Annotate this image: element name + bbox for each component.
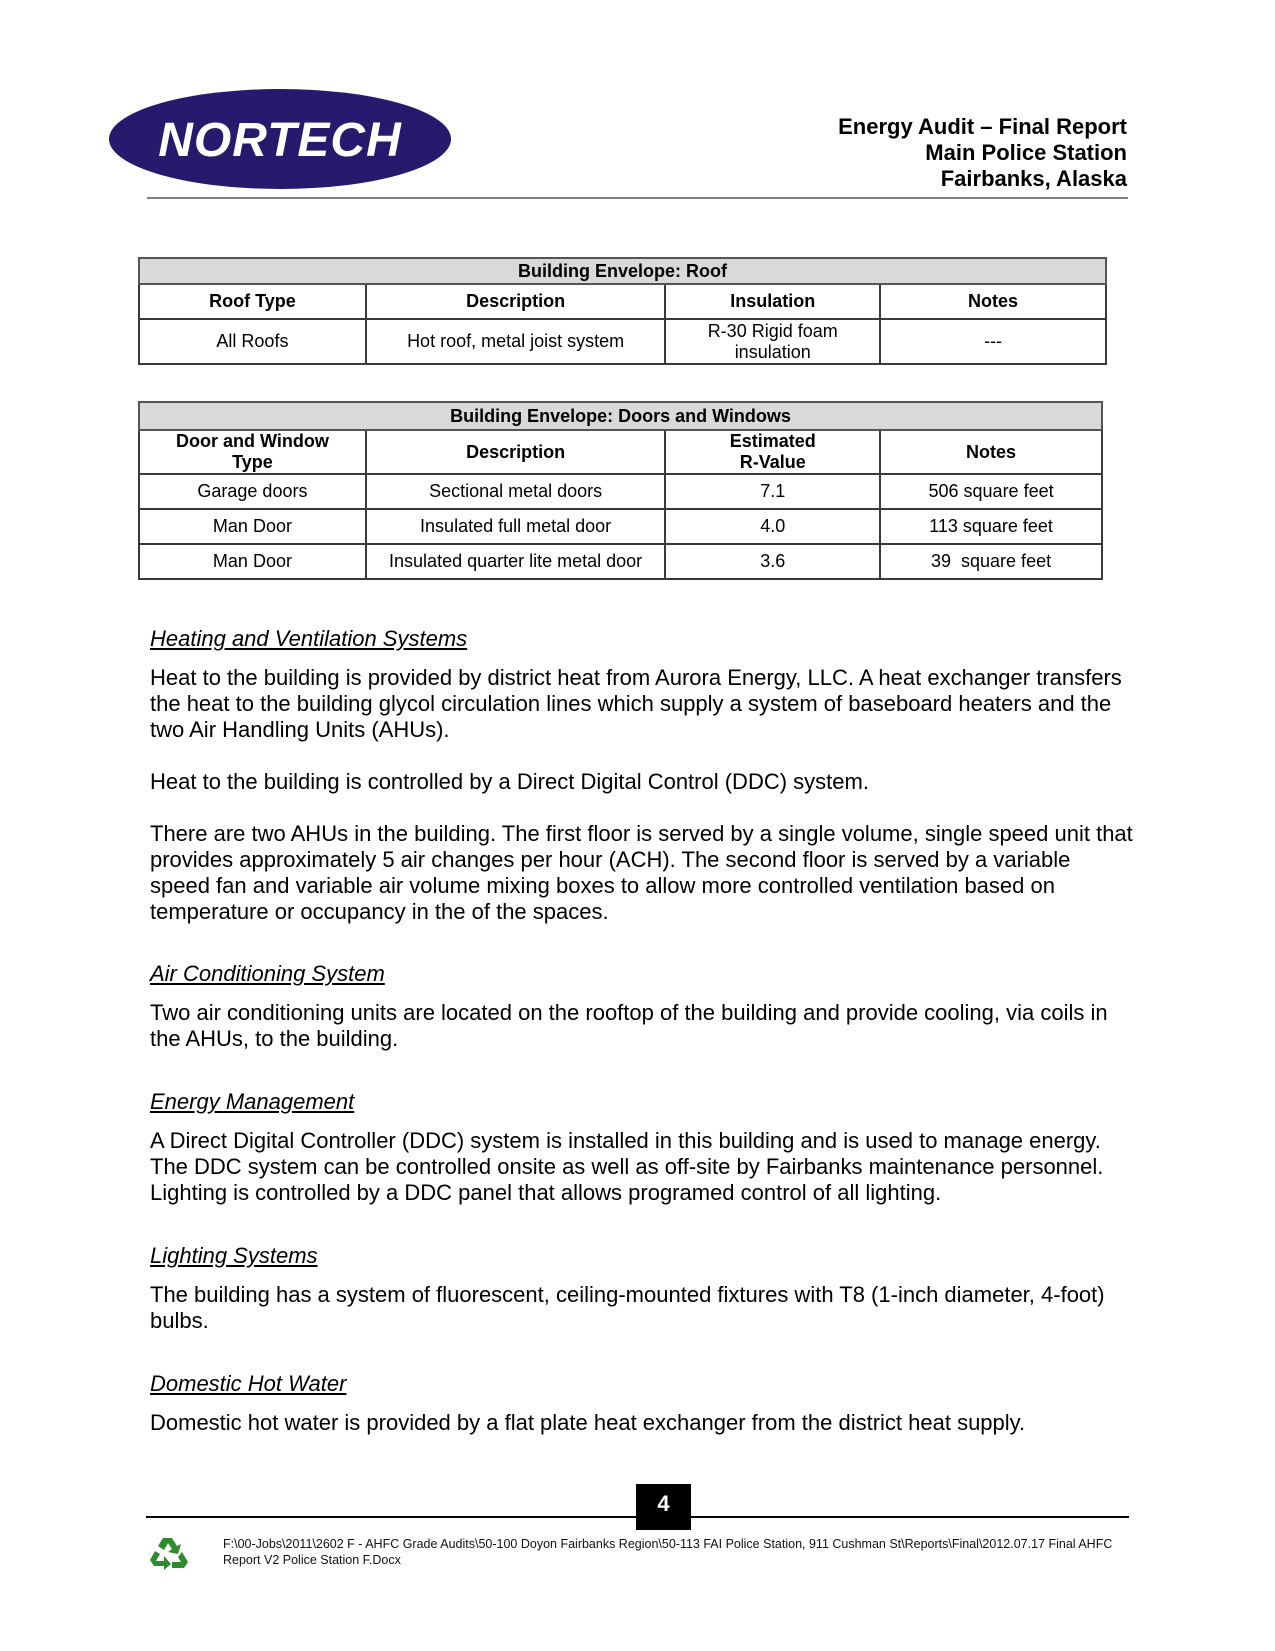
- section-energy-management: [150, 1089, 1135, 1206]
- section-heading: Heating and Ventilation Systems: [150, 626, 468, 651]
- title-line-location: Fairbanks, Alaska: [940, 166, 1127, 191]
- title-line-report: Energy Audit – Final Report: [838, 114, 1127, 139]
- report-body: [150, 626, 1135, 1462]
- roof-col-type: Roof Type: [139, 284, 366, 319]
- section-heading: Lighting Systems: [150, 1243, 318, 1268]
- section-heading: Domestic Hot Water: [150, 1371, 347, 1396]
- document-title: [838, 114, 1127, 192]
- doors-table-title: Building Envelope: Doors and Windows: [139, 402, 1102, 430]
- paragraph: There are two AHUs in the building. The first floor is served by a single volume, single speed unit that provides approximately 5 air changes per hour (ACH). The second floor is served by a variable speed fan and variable air volume mixing boxes to allow more controlled ventilation based on temperature or occupancy in the of the spaces.: [150, 821, 1133, 924]
- roof-col-insulation: Insulation: [665, 284, 880, 319]
- nortech-logo: [108, 88, 453, 191]
- section-domestic-hot-water: [150, 1371, 1135, 1436]
- roof-col-notes: Notes: [880, 284, 1106, 319]
- section-lighting: [150, 1243, 1135, 1334]
- doors-cell-type: Man Door: [139, 544, 366, 579]
- doors-col-rvalue: Estimated R-Value: [665, 430, 880, 474]
- doors-windows-table: [138, 401, 1103, 580]
- paragraph: Two air conditioning units are located on the rooftop of the building and provide cooling, via coils in the AHUs, to the building.: [150, 1000, 1108, 1051]
- doors-cell-notes: 39 square feet: [880, 544, 1102, 579]
- doors-cell-notes: 113 square feet: [880, 509, 1102, 544]
- table-row: [139, 474, 1102, 509]
- doors-cell-description: Insulated quarter lite metal door: [366, 544, 665, 579]
- doors-col-type: Door and Window Type: [139, 430, 366, 474]
- section-heading: Air Conditioning System: [150, 961, 385, 986]
- file-path: F:\00-Jobs\2011\2602 F - AHFC Grade Audits\50-100 Doyon Fairbanks Region\50-113 FAI Police Station, 911 Cushman St\Reports\Final\2012.07.17 Final AHFC Report V2 Police Station F.Docx: [223, 1537, 1113, 1567]
- logo-text: NORTECH: [158, 114, 402, 167]
- logo-icon: [108, 88, 453, 191]
- doors-cell-description: Sectional metal doors: [366, 474, 665, 509]
- paragraph: The building has a system of fluorescent, ceiling-mounted fixtures with T8 (1-inch diameter, 4-foot) bulbs.: [150, 1282, 1105, 1333]
- roof-cell-notes: ---: [880, 319, 1106, 364]
- doors-cell-rvalue: 4.0: [665, 509, 880, 544]
- section-heading: Energy Management: [150, 1089, 355, 1114]
- table-row: [139, 319, 1106, 364]
- roof-col-description: Description: [366, 284, 665, 319]
- table-row: [139, 544, 1102, 579]
- doors-col-description: Description: [366, 430, 665, 474]
- roof-table: [138, 257, 1107, 365]
- paragraph: A Direct Digital Controller (DDC) system is installed in this building and is used to manage energy. The DDC system can be controlled onsite as well as off-site by Fairbanks maintenance personnel. Lighting is controlled by a DDC panel that allows programed control of all lighting.: [150, 1128, 1104, 1205]
- page-number: 4: [636, 1484, 691, 1530]
- roof-cell-description: Hot roof, metal joist system: [366, 319, 665, 364]
- doors-cell-description: Insulated full metal door: [366, 509, 665, 544]
- header-divider: [147, 197, 1128, 199]
- doors-cell-type: Man Door: [139, 509, 366, 544]
- doors-cell-rvalue: 3.6: [665, 544, 880, 579]
- paragraph: Heat to the building is provided by district heat from Aurora Energy, LLC. A heat exchanger transfers the heat to the building glycol circulation lines which supply a system of baseboard heaters and the two Air Handling Units (AHUs).: [150, 665, 1122, 742]
- paragraph: Domestic hot water is provided by a flat plate heat exchanger from the district heat supply.: [150, 1410, 1026, 1435]
- section-air-conditioning: [150, 961, 1135, 1052]
- doors-col-notes: Notes: [880, 430, 1102, 474]
- doors-cell-rvalue: 7.1: [665, 474, 880, 509]
- roof-cell-type: All Roofs: [139, 319, 366, 364]
- doors-cell-type: Garage doors: [139, 474, 366, 509]
- recycle-icon: [148, 1535, 190, 1571]
- roof-cell-insulation: R-30 Rigid foam insulation: [665, 319, 880, 364]
- section-heating-ventilation: [150, 626, 1135, 925]
- roof-table-title: Building Envelope: Roof: [139, 258, 1106, 284]
- doors-cell-notes: 506 square feet: [880, 474, 1102, 509]
- paragraph: Heat to the building is controlled by a Direct Digital Control (DDC) system.: [150, 769, 869, 794]
- title-line-building: Main Police Station: [925, 140, 1127, 165]
- table-row: [139, 509, 1102, 544]
